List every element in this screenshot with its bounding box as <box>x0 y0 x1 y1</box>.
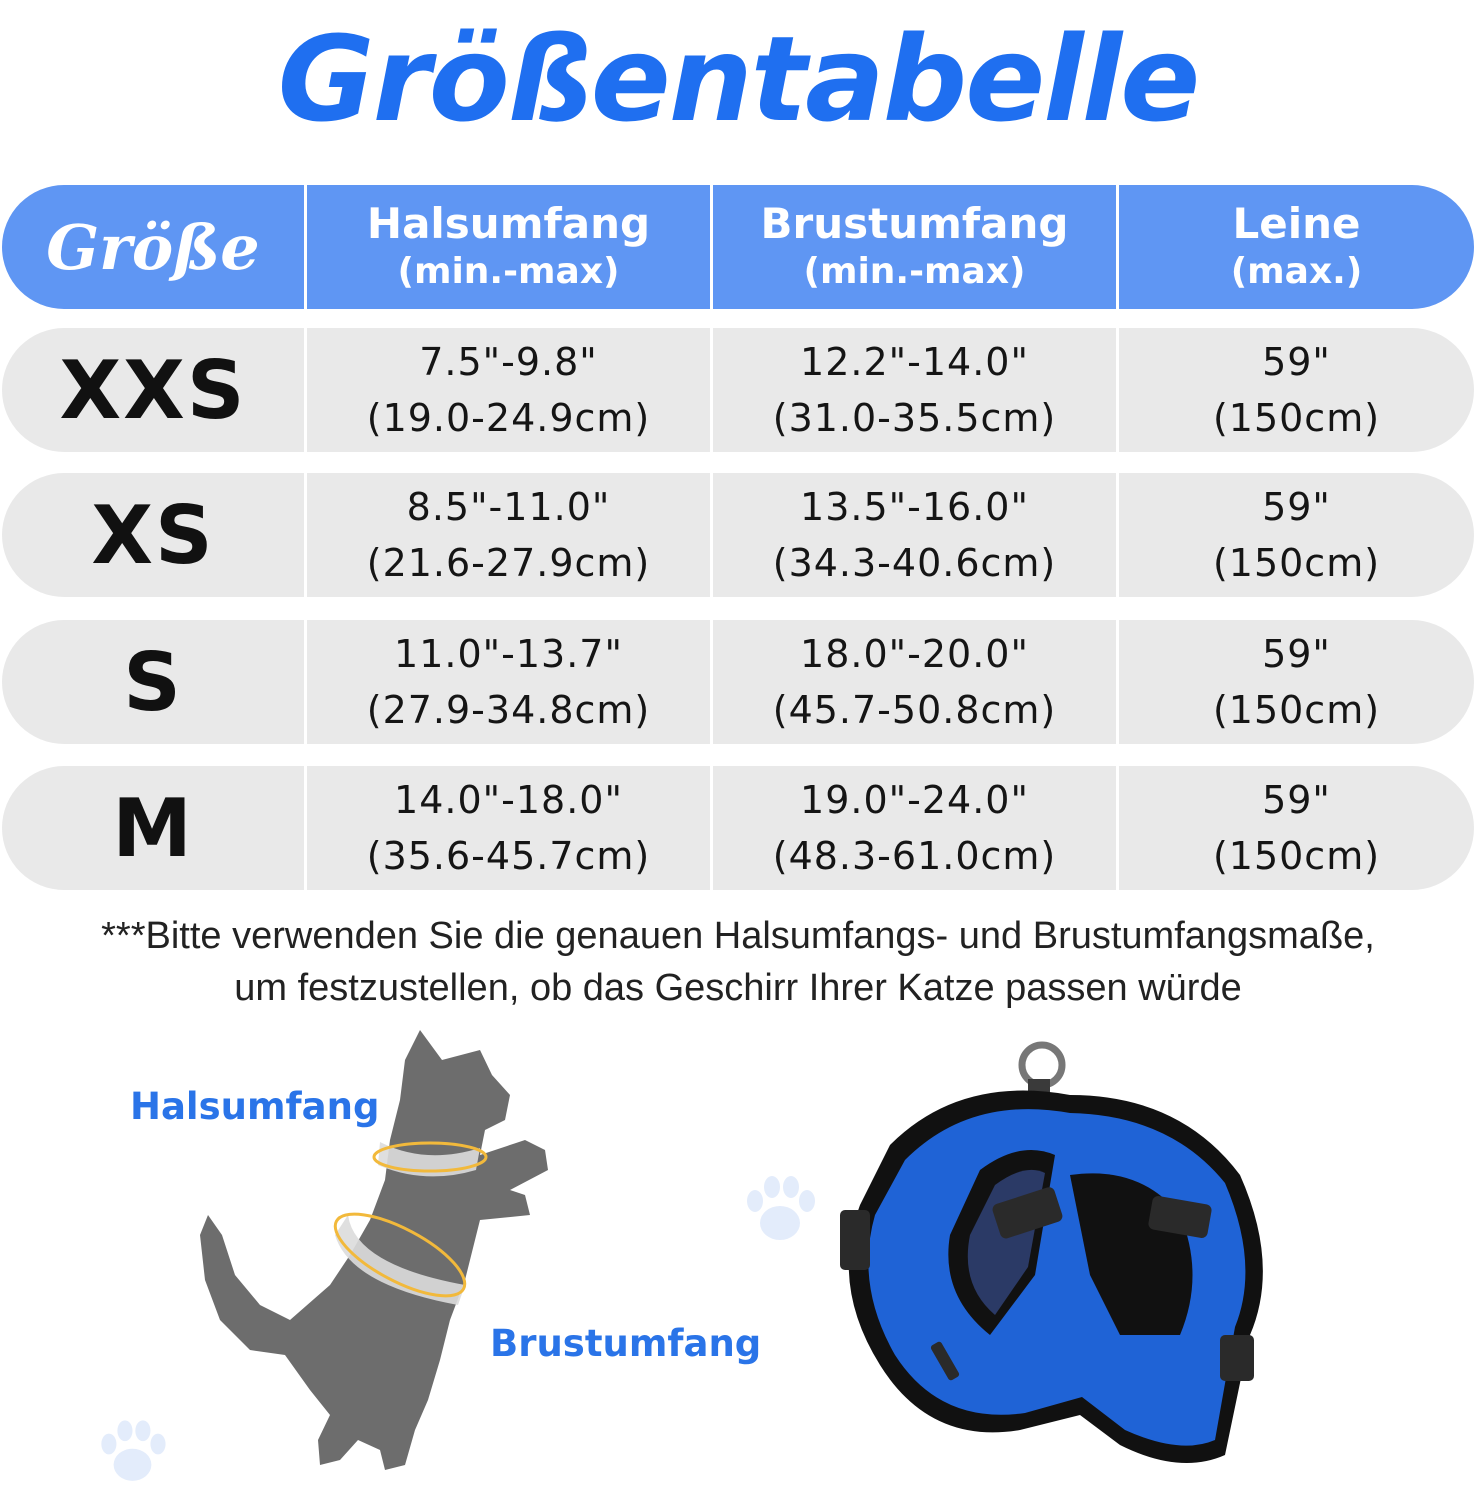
header-leash <box>1116 185 1474 309</box>
neck-cm: (27.9-34.8cm) <box>366 688 651 732</box>
header-size-label: Größe <box>46 210 260 284</box>
neck-inches: 11.0"-13.7" <box>394 632 623 676</box>
neck-cell <box>304 328 710 452</box>
neck-cm: (21.6-27.9cm) <box>366 541 651 585</box>
chest-cm: (45.7-50.8cm) <box>772 688 1057 732</box>
leash-inches: 59" <box>1262 632 1331 676</box>
leash-cell <box>1116 473 1474 597</box>
table-header <box>2 185 1474 309</box>
note-line-1: ***Bitte verwenden Sie die genauen Halsumfangs- und Brustumfangsmaße, <box>101 915 1375 957</box>
leash-cm: (150cm) <box>1212 688 1381 732</box>
neck-cell <box>304 473 710 597</box>
chest-cell <box>710 328 1116 452</box>
header-chest-label: Brustumfang <box>760 199 1069 248</box>
chest-inches: 12.2"-14.0" <box>800 340 1029 384</box>
neck-inches: 7.5"-9.8" <box>419 340 598 384</box>
paw-print-icon <box>735 1165 825 1255</box>
header-neck <box>304 185 710 309</box>
size-cell <box>2 620 304 744</box>
chest-inches: 13.5"-16.0" <box>800 485 1029 529</box>
leash-inches: 59" <box>1262 340 1331 384</box>
leash-cell <box>1116 620 1474 744</box>
size-label: S <box>123 635 183 729</box>
page-title: Größentabelle <box>277 10 1199 148</box>
neck-measure-label: Halsumfang <box>130 1085 380 1128</box>
table-row <box>2 620 1474 744</box>
size-cell <box>2 328 304 452</box>
neck-cell <box>304 620 710 744</box>
chest-cm: (31.0-35.5cm) <box>772 396 1057 440</box>
chest-cell <box>710 620 1116 744</box>
neck-cm: (19.0-24.9cm) <box>366 396 651 440</box>
leash-cm: (150cm) <box>1212 396 1381 440</box>
leash-cell <box>1116 328 1474 452</box>
header-chest-sub: (min.-max) <box>803 251 1026 292</box>
header-leash-sub: (max.) <box>1230 251 1363 292</box>
header-size <box>2 185 304 309</box>
note-line-2: um festzustellen, ob das Geschirr Ihrer Katze passen würde <box>234 967 1242 1009</box>
chest-cm: (34.3-40.6cm) <box>772 541 1057 585</box>
chest-inches: 19.0"-24.0" <box>800 778 1029 822</box>
measurement-note <box>0 910 1476 1014</box>
table-row <box>2 328 1474 452</box>
leash-cm: (150cm) <box>1212 541 1381 585</box>
harness-image <box>820 1035 1300 1485</box>
size-cell <box>2 766 304 890</box>
header-neck-label: Halsumfang <box>366 199 651 248</box>
chest-cell <box>710 766 1116 890</box>
table-row <box>2 766 1474 890</box>
size-label: XXS <box>59 343 247 437</box>
neck-cm: (35.6-45.7cm) <box>366 834 651 878</box>
neck-inches: 8.5"-11.0" <box>406 485 611 529</box>
paw-print-icon <box>90 1410 175 1495</box>
neck-inches: 14.0"-18.0" <box>394 778 623 822</box>
leash-cm: (150cm) <box>1212 834 1381 878</box>
header-leash-label: Leine <box>1232 199 1361 248</box>
chest-inches: 18.0"-20.0" <box>800 632 1029 676</box>
leash-cell <box>1116 766 1474 890</box>
table-row <box>2 473 1474 597</box>
size-label: M <box>112 781 194 875</box>
chest-cm: (48.3-61.0cm) <box>772 834 1057 878</box>
header-neck-sub: (min.-max) <box>397 251 620 292</box>
leash-inches: 59" <box>1262 778 1331 822</box>
chest-measure-label: Brustumfang <box>490 1322 762 1365</box>
size-cell <box>2 473 304 597</box>
neck-cell <box>304 766 710 890</box>
size-label: XS <box>91 488 215 582</box>
chest-cell <box>710 473 1116 597</box>
header-chest <box>710 185 1116 309</box>
leash-inches: 59" <box>1262 485 1331 529</box>
